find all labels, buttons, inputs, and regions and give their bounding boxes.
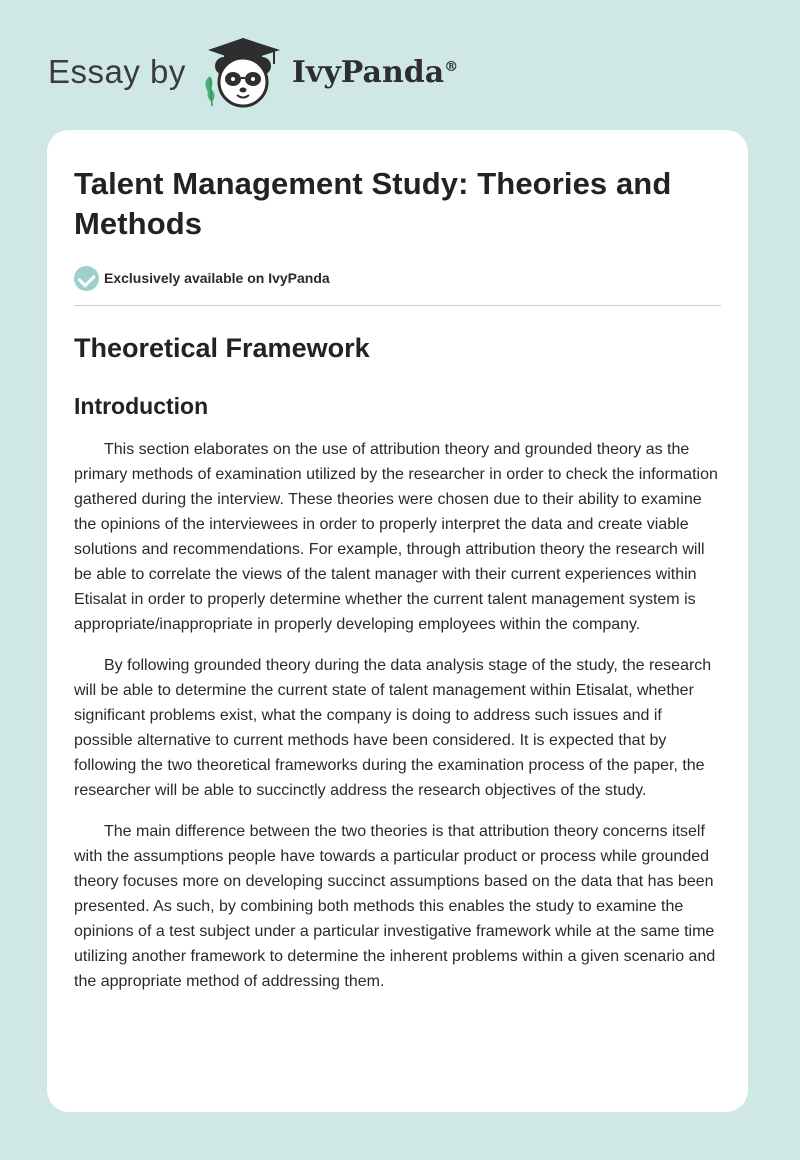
- panda-logo-icon: [200, 34, 286, 110]
- essay-card: [47, 130, 748, 1112]
- essay-by-label: Essay by: [48, 53, 186, 90]
- paragraph: This section elaborates on the use of attribution theory and grounded theory as the primary methods of examination utilized by the researcher in order to check the information gathered during the interview. These theories were chosen due to their ability to examine the opinions of the interviewees in order to properly interpret the data and create viable solutions and recommendations. For example, through attribution theory the research will be able to correlate the views of the talent manager with their current experiences within Etisalat in order to properly determine whether the current talent management system is appropriate/inappropriate in properly developing employees within the company.: [74, 441, 718, 633]
- brand-header[interactable]: [48, 34, 458, 110]
- check-circle-icon: [74, 266, 99, 291]
- exclusive-badge: [74, 265, 721, 291]
- paragraph: By following grounded theory during the data analysis stage of the study, the research will be able to determine the current state of talent management within Etisalat, whether significant problems exist, what the company is doing to address such issues and if possible alternative to current methods have been considered. It is expected that by following the two theoretical frameworks during the examination process of the paper, the researcher will be able to succinctly address the research objectives of the study.: [74, 657, 712, 799]
- page-title: Talent Management Study: Theories and Methods: [74, 166, 672, 241]
- brand-name: IvyPanda®: [291, 54, 459, 90]
- subsection-heading: Introduction: [74, 393, 209, 419]
- paragraph: The main difference between the two theories is that attribution theory concerns itself with the assumptions people have towards a particular product or process while grounded theory focuses more on developing succinct assumptions based on the data that has been presented. As such, by combining both methods this enables the study to examine the opinions of a test subject under a particular investigative framework while at the same time utilizing another framework to determine the inherent problems within a given scenario and the appropriate method of addressing them.: [74, 823, 716, 990]
- section-heading: Theoretical Framework: [74, 333, 370, 363]
- exclusive-label: Exclusively available on IvyPanda: [104, 270, 330, 286]
- divider: [74, 305, 721, 306]
